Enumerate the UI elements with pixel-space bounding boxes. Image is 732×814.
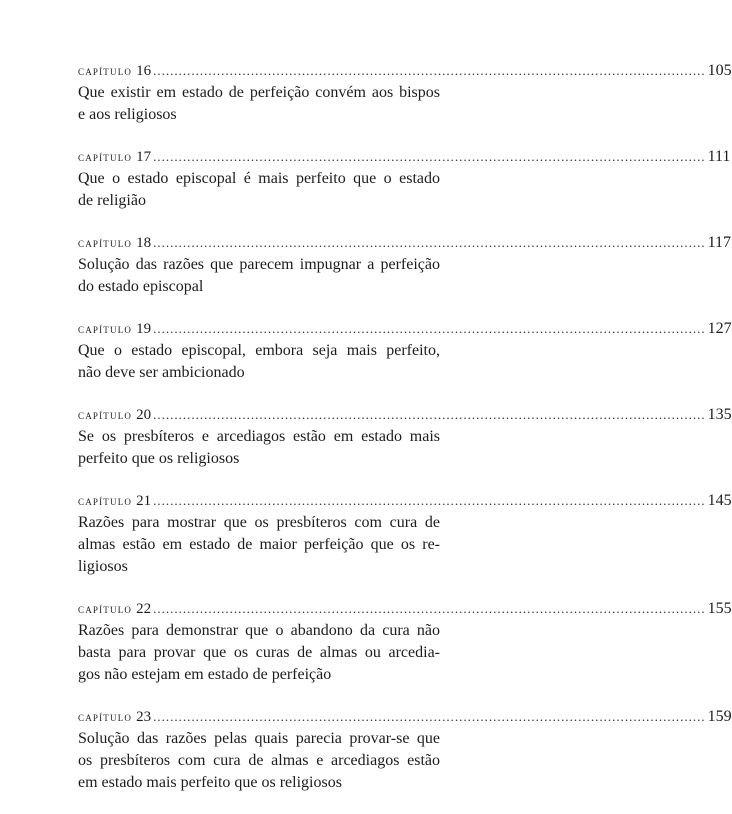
chapter-title-line: Solução das razões pelas quais parecia provar-se que: [78, 730, 440, 747]
chapter-title-line: e aos religiosos: [78, 106, 177, 123]
chapter-number: 19: [136, 321, 152, 337]
chapter-label: capítulo: [78, 407, 133, 422]
chapter-number: 17: [136, 149, 152, 165]
chapter-title-line: do estado episcopal: [78, 278, 204, 295]
chapter-title-line: perfeito que os religiosos: [78, 450, 240, 467]
dot-leader: ..................................................................................................................................: [153, 601, 706, 616]
toc-entry: [78, 598, 732, 686]
toc-entry-heading: [78, 404, 732, 426]
chapter-label: capítulo: [78, 321, 133, 336]
dot-leader: ..................................................................................................................................: [153, 149, 706, 164]
chapter-number: 21: [136, 493, 152, 509]
page-number: 145: [707, 492, 732, 509]
chapter-title-line: Razões para mostrar que os presbíteros com cura de: [78, 514, 440, 531]
page-number: 111: [707, 148, 731, 165]
chapter-title-line: Razões para demonstrar que o abandono da cura não: [78, 622, 440, 639]
chapter-number: 18: [136, 235, 152, 251]
dot-leader: ..................................................................................................................................: [153, 407, 706, 422]
toc-entry: [78, 706, 732, 794]
toc-entry-heading: [78, 318, 732, 340]
chapter-title: [78, 512, 440, 578]
page-number: 155: [707, 600, 732, 617]
chapter-title-line: Se os presbíteros e arcediagos estão em estado mais: [78, 428, 440, 445]
chapter-number: 22: [136, 601, 152, 617]
table-of-contents: [78, 60, 732, 814]
page-number: 105: [707, 62, 732, 79]
chapter-title-line: Que o estado episcopal é mais perfeito que o estado: [78, 170, 440, 187]
chapter-title: [78, 254, 440, 298]
chapter-title: [78, 728, 440, 794]
toc-entry-heading: [78, 60, 732, 82]
page-number: 127: [707, 320, 732, 337]
chapter-title-line: não deve ser ambicionado: [78, 364, 245, 381]
toc-entry: [78, 232, 732, 298]
chapter-number: 16: [136, 63, 152, 79]
dot-leader: ..................................................................................................................................: [153, 63, 706, 78]
dot-leader: ..................................................................................................................................: [153, 493, 706, 508]
chapter-title: [78, 340, 440, 384]
toc-entry-heading: [78, 706, 732, 728]
chapter-title-line: de religião: [78, 192, 146, 209]
chapter-title-line: Que existir em estado de perfeição convém aos bispos: [78, 84, 440, 101]
chapter-title-line: almas estão em estado de maior perfeição que os re-: [78, 536, 440, 553]
dot-leader: ..................................................................................................................................: [153, 235, 706, 250]
chapter-title: [78, 426, 440, 470]
chapter-title-line: Que o estado episcopal, embora seja mais perfeito,: [78, 342, 440, 359]
chapter-label: capítulo: [78, 709, 133, 724]
dot-leader: ..................................................................................................................................: [153, 709, 706, 724]
dot-leader: ..................................................................................................................................: [153, 321, 706, 336]
chapter-label: capítulo: [78, 63, 133, 78]
page-number: 159: [707, 708, 732, 725]
toc-entry: [78, 60, 732, 126]
toc-entry-heading: [78, 146, 731, 168]
chapter-label: capítulo: [78, 493, 133, 508]
chapter-title: [78, 82, 440, 126]
toc-entry: [78, 318, 732, 384]
toc-entry: [78, 490, 732, 578]
chapter-title-line: ligiosos: [78, 558, 128, 575]
toc-entry-heading: [78, 598, 732, 620]
chapter-label: capítulo: [78, 149, 133, 164]
chapter-title: [78, 620, 440, 686]
chapter-number: 20: [136, 407, 152, 423]
chapter-label: capítulo: [78, 601, 133, 616]
toc-entry: [78, 146, 731, 212]
chapter-title-line: os presbíteros com cura de almas e arcediagos estão: [78, 752, 440, 769]
chapter-title: [78, 168, 440, 212]
chapter-label: capítulo: [78, 235, 133, 250]
chapter-number: 23: [136, 709, 152, 725]
page-number: 135: [707, 406, 732, 423]
chapter-title-line: Solução das razões que parecem impugnar a perfeição: [78, 256, 440, 273]
chapter-title-line: basta para provar que os curas de almas ou arcedia-: [78, 644, 440, 661]
toc-entry: [78, 404, 732, 470]
toc-entry-heading: [78, 490, 732, 512]
toc-entry-heading: [78, 232, 732, 254]
chapter-title-line: gos não estejam em estado de perfeição: [78, 666, 332, 683]
chapter-title-line: em estado mais perfeito que os religiosos: [78, 774, 342, 791]
page-number: 117: [707, 234, 732, 251]
